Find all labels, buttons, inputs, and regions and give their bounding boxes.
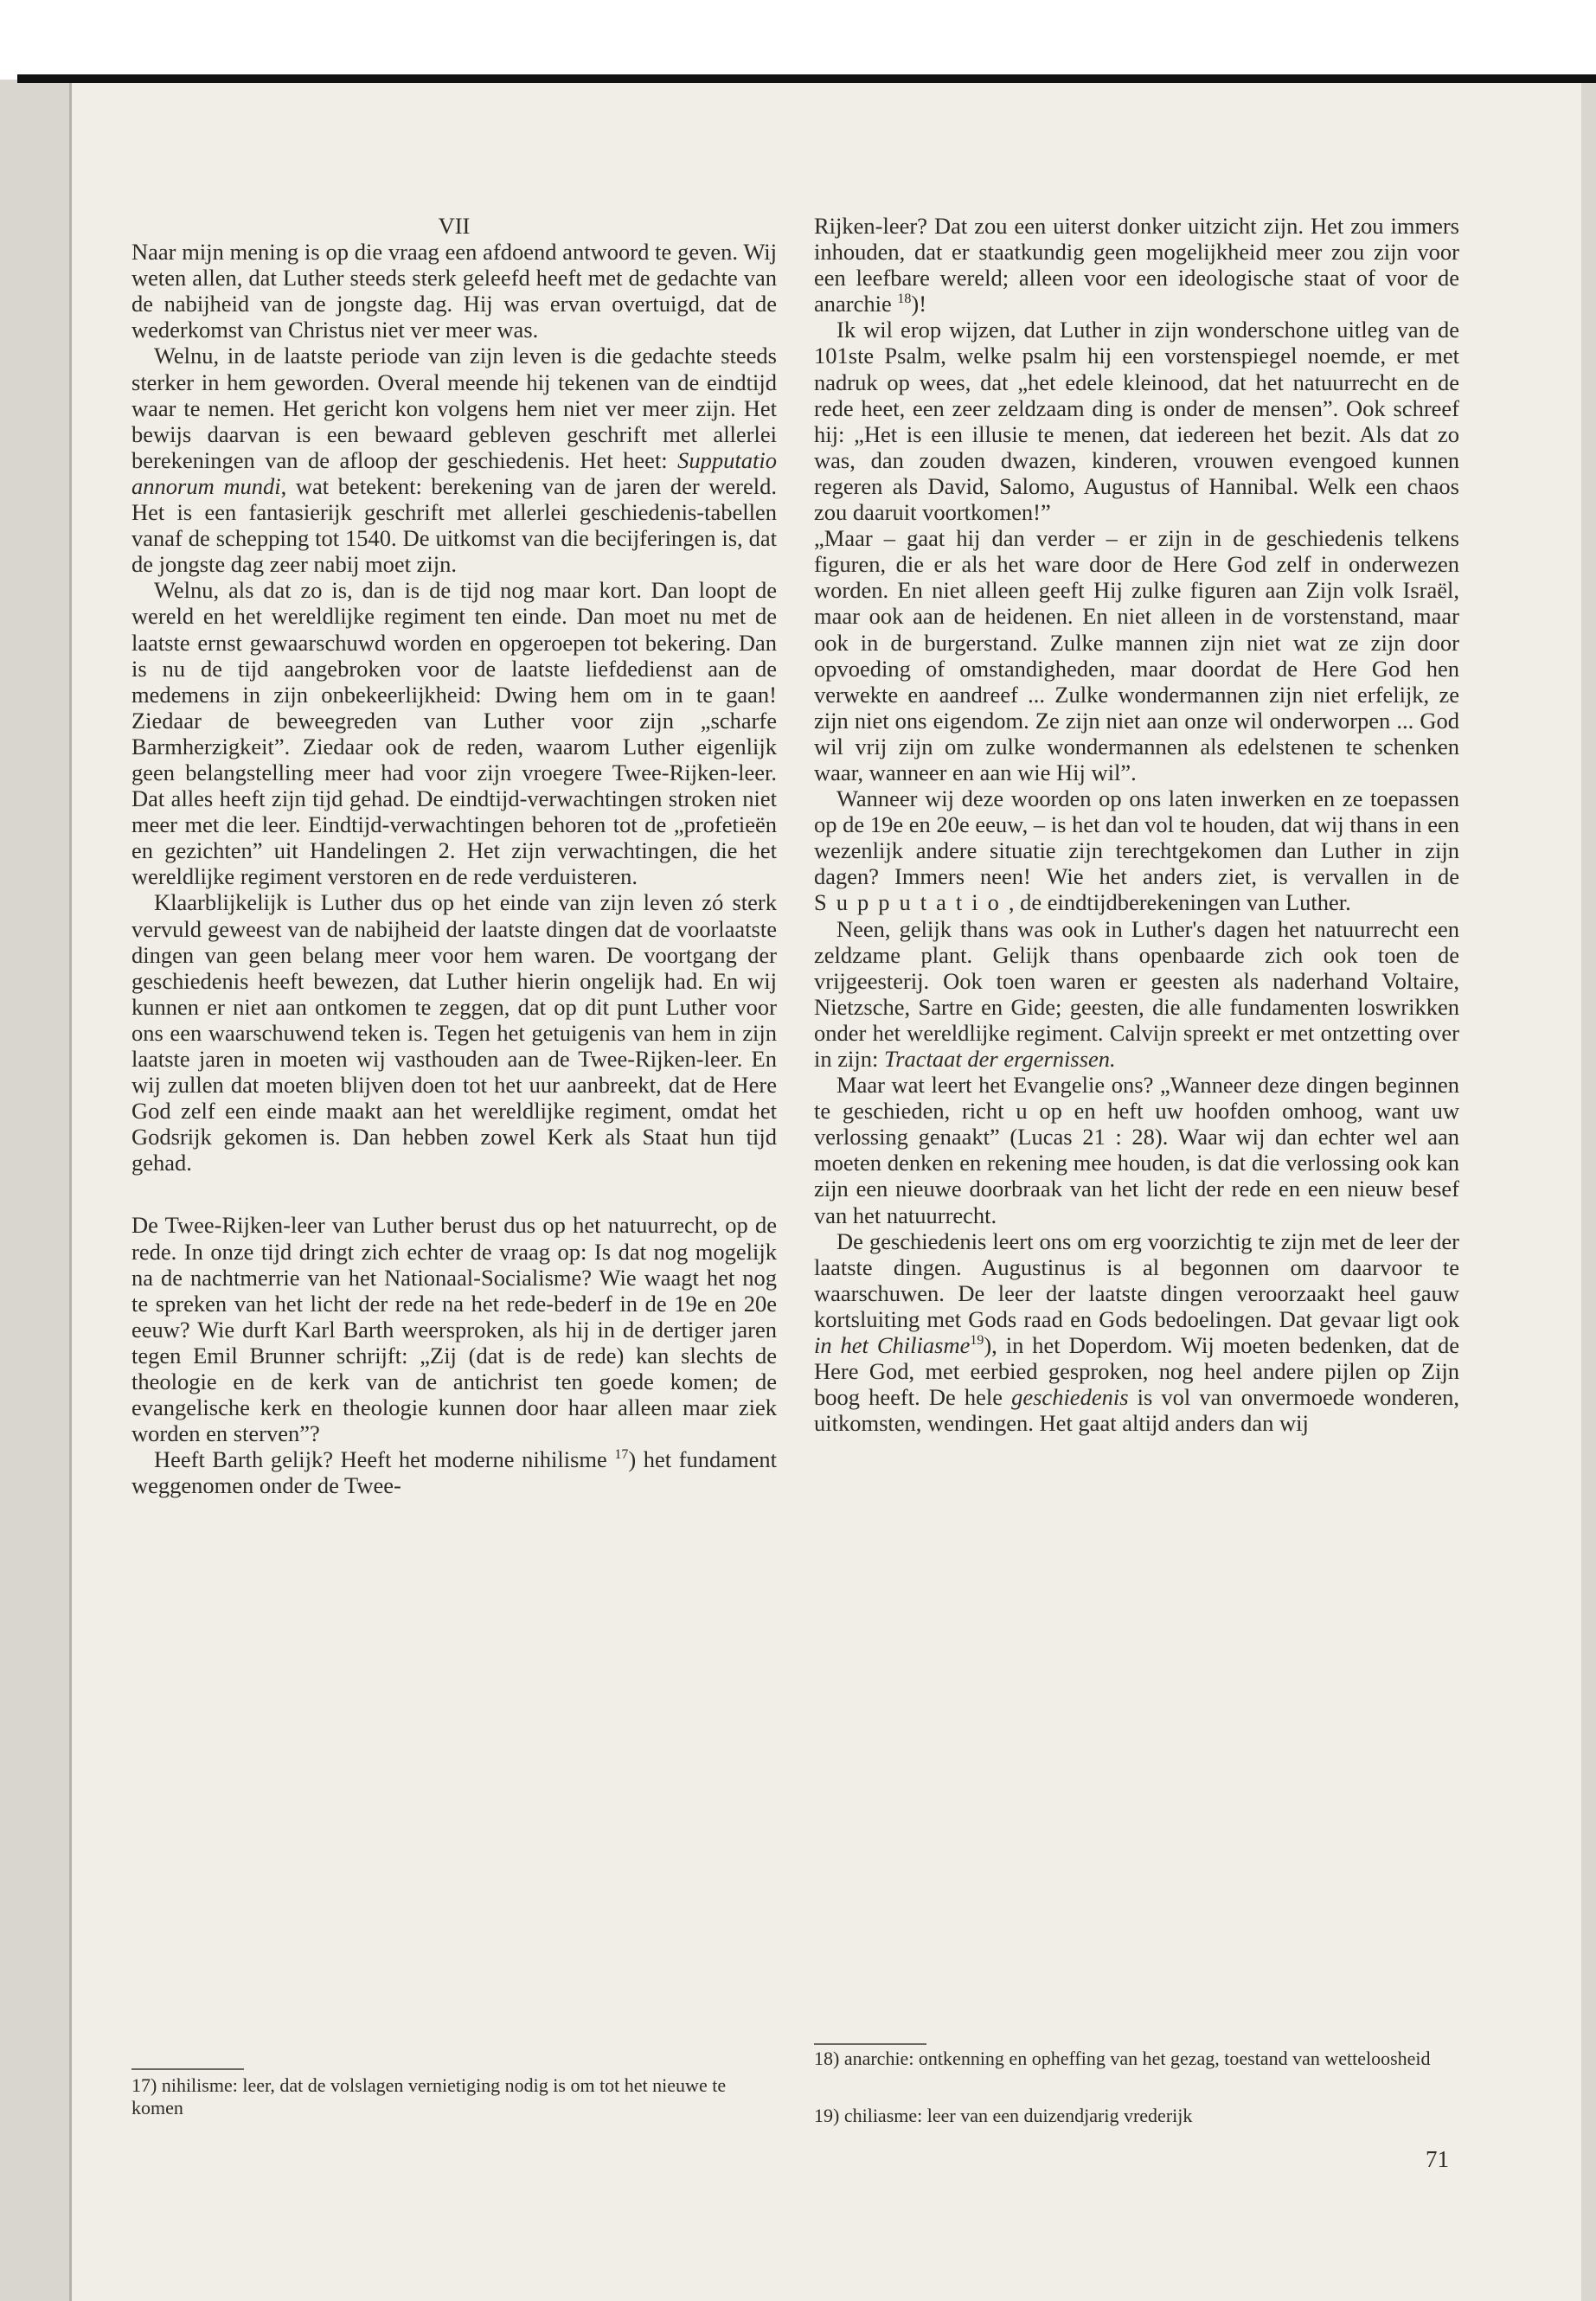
paragraph-text: De geschiedenis leert ons om erg voorzichtig te zijn met de leer der laatste dingen. Augustinus is al begonnen om daarvoor te waarschuwen. De leer der laatste dingen veroorzaakt heel gauw kortsluiting met Gods raad en Gods bedoelingen. Dat gevaar ligt ook bbox=[814, 1227, 1459, 1332]
footnote-ref: 17 bbox=[614, 1447, 629, 1463]
paragraph-text: )! bbox=[911, 291, 927, 317]
paragraph-text: Welnu, in de laatste periode van zijn leven is die gedachte steeds sterker in hem geworden. Overal meende hij tekenen van de eindtijd waar te nemen. Het gericht kon volgens hem niet ver meer zijn. Het bewijs daarvan is een bewaard gebleven geschrift met allerlei berekeningen van de afloop der geschiedenis. Het heet: bbox=[131, 343, 777, 473]
footnote-rule bbox=[814, 2043, 926, 2045]
book-top-edge bbox=[17, 74, 1596, 83]
footnote-18 bbox=[814, 2048, 1461, 2070]
spaced-title: Supputatio bbox=[814, 889, 1009, 916]
footnote-ref: 18 bbox=[897, 292, 912, 307]
paragraph-text: Rijken-leer? Dat zou een uiterst donker uitzicht zijn. Het zou immers inhouden, dat er staatkundig geen mogelijkheid meer zou zijn voor een leefbare wereld; alleen voor een ideologische staat of voor de anarchie bbox=[814, 213, 1459, 317]
paragraph: De Twee-Rijken-leer van Luther berust dus op het natuurrecht, op de rede. In onze tijd dringt zich echter de vraag op: Is dat nog mogelijk na de nachtmerrie van het Nationaal-Socialisme? Wie waagt het nog te spreken van het licht der rede na het rede-bederf in de 19e en 20e eeuw? Wie durft Karl Barth weersproken, als hij in de dertiger jaren tegen Emil Brunner schrijft: „Zij (dat is de rede) kan slechts de theologie en de kerk van de antichrist ten goede komen; de evangelische kerk en theologie kunnen door haar alleen maar ziek worden en sterven”? bbox=[131, 1212, 777, 1447]
footnote-ref: 19 bbox=[970, 1333, 984, 1349]
footnote-text: 17) nihilisme: leer, dat de volslagen vernietiging nodig is om tot het nieuwe te komen bbox=[131, 2074, 727, 2118]
book-title: Supputatio annorum mundi bbox=[131, 446, 777, 499]
footnote-19 bbox=[814, 2105, 1461, 2127]
right-column bbox=[814, 213, 1459, 1436]
paragraph bbox=[814, 916, 1459, 1073]
paragraph-text: is vol van onvermoede wonderen, uitkomsten, wendingen. Het gaat altijd anders dan wij bbox=[814, 1384, 1459, 1437]
paragraph: Klaarblijkelijk is Luther dus op het einde van zijn leven zó sterk vervuld geweest van de nabijheid der laatste dingen dat de voorlaatste dingen van geen belang meer voor hem waren. De voortgang der geschiedenis heeft bewezen, dat Luther hierin ongelijk had. En wij kunnen er niet aan ontkomen te zeggen, dat op dit punt Luther voor ons een waarschuwend teken is. Tegen het getuigenis van hem in zijn laatste jaren in moeten wij vasthouden aan de Twee-Rijken-leer. En wij zullen dat moeten blijven doen tot het uur aanbreekt, dat de Here God zelf een einde maakt aan het wereldlijke regiment, omdat het Godsrijk gekomen is. Dan hebben zowel Kerk als Staat hun tijd gehad. bbox=[131, 889, 777, 1176]
book-title: Tractaat der ergernissen. bbox=[883, 1046, 1116, 1072]
paragraph-text: ), in het Doperdom. Wij moeten bedenken, dat de Here God, met eerbied gesproken, nog heel andere pijlen op Zijn boog heeft. De hele bbox=[814, 1332, 1459, 1411]
paragraph: „Maar – gaat hij dan verder – er zijn in de geschiedenis telkens figuren, die er als het ware door de Here God zelf in onderwezen worden. En niet alleen geeft Hij zulke figuren aan Zijn volk Israël, maar ook aan de heidenen. En niet alleen in de vorstenstand, maar ook in de burgerstand. Zulke mannen zijn niet wat ze zijn door opvoeding of omstandigheden, maar doordat de Here God hen verwekte en aandreef ... Zulke wondermannen zijn niet erfelijk, ze zijn niet ons eigendom. Ze zijn niet aan onze wil onderworpen ... God wil vrij zijn om zulke wondermannen als edelstenen te schenken waar, wanneer en aan wie Hij wil”. bbox=[814, 525, 1459, 785]
scan-margin-top bbox=[0, 0, 1596, 80]
footnote-17 bbox=[131, 2074, 779, 2119]
paragraph bbox=[131, 1446, 777, 1498]
paragraph: Welnu, als dat zo is, dan is de tijd nog maar kort. Dan loopt de wereld en het wereldlijke regiment ten einde. Dan moet nu met de laatste ernst gewaarschuwd worden en opgeroepen tot bekering. Dan is nu de tijd aangebroken voor de laatste liefdedienst aan de medemens in zijn onbekeerlijkheid: Dwing hem om in te gaan! Ziedaar de beweegreden van Luther voor zijn „scharfe Barmherzigkeit”. Ziedaar ook de reden, waarom Luther eigenlijk geen belangstelling meer had voor zijn vroegere Twee-Rijken-leer. Dat alles heeft zijn tijd gehad. De eindtijd-verwachtingen stroken niet meer met die leer. Eindtijd-verwachtingen behoren tot de „profetieën en gezichten” uit Handelingen 2. Het zijn verwachtingen, die het wereldlijke regiment verstoren en de rede verduisteren. bbox=[131, 577, 777, 890]
paragraph-text: , de eindtijdberekeningen van Luther. bbox=[1008, 889, 1351, 916]
paragraph-text: Neen, gelijk thans was ook in Luther's dagen het natuurrecht een zeldzame plant. Gelijk thans openbaarde zich ook toen de vrijgeesterij. Ook toen waren er geesten als naderhand Voltaire, Nietzsche, Sartre en Gide; geesten, die alle fundamenten loswrikken onder het wereldlijke regiment. Calvijn spreekt er met ontzetting over in zijn: bbox=[814, 915, 1459, 1072]
footnote-text: 18) anarchie: ontkenning en opheffing van het gezag, toestand van wetteloosheid bbox=[814, 2048, 1431, 2069]
footnote-text: 19) chiliasme: leer van een duizendjarig vrederijk bbox=[814, 2105, 1193, 2126]
italic-term: geschiedenis bbox=[1011, 1384, 1129, 1411]
italic-term: in het Chiliasme bbox=[814, 1332, 971, 1359]
paragraph-text: Wanneer wij deze woorden op ons laten inwerken en ze toepassen op de 19e en 20e eeuw, – is het dan vol te houden, dat wij thans in een wezenlijk andere situatie zijn terechtgekomen dan Luther in zijn dagen? Immers neen! Wie het anders ziet, is vervallen in de bbox=[814, 785, 1459, 890]
left-column bbox=[131, 213, 777, 1499]
paragraph bbox=[814, 1228, 1459, 1437]
paragraph: Maar wat leert het Evangelie ons? „Wanneer deze dingen beginnen te geschieden, richt u op en heft uw hoofden omhoog, want uw verlossing genaakt” (Lucas 21 : 28). Waar wij dan echter wel aan moeten denken en rekening mee houden, is dat die verlossing ook kan zijn een nieuwe doorbraak van het licht der rede en een nieuw besef van het natuurrecht. bbox=[814, 1072, 1459, 1228]
page-number: 71 bbox=[1426, 2146, 1449, 2172]
footnote-rule bbox=[131, 2068, 244, 2070]
paragraph bbox=[814, 785, 1459, 915]
paragraph bbox=[131, 343, 777, 577]
paragraph bbox=[814, 213, 1459, 317]
paragraph: Ik wil erop wijzen, dat Luther in zijn wonderschone uitleg van de 101ste Psalm, welke psalm hij een vorstenspiegel noemde, er met nadruk op wees, dat „het edele kleinood, dat het natuurrecht en de rede heet, een zeer zeldzaam ding is onder de mensen”. Ook schreef hij: „Het is een illusie te menen, dat iedereen het bezit. Als dat zo was, dan zouden dwazen, kinderen, vrouwen evengoed kunnen regeren als David, Salomo, Augustus of Hannibal. Welk een chaos zou daaruit voortkomen!” bbox=[814, 317, 1459, 526]
paragraph-text: Heeft Barth gelijk? Heeft het moderne nihilisme bbox=[154, 1446, 615, 1473]
section-gap bbox=[131, 1176, 777, 1212]
paragraph-text: , wat betekent: berekening van de jaren der wereld. Het is een fantasierijk geschrift met allerlei geschiedenis-tabellen vanaf de schepping tot 1540. De uitkomst van die becijferingen is, dat de jongste dag zeer nabij moet zijn. bbox=[131, 472, 778, 578]
paragraph-text: ) het fundament weggenomen onder de Twee- bbox=[131, 1446, 777, 1499]
paragraph: Naar mijn mening is op die vraag een afdoend antwoord te geven. Wij weten allen, dat Luther steeds sterk geleefd heeft met de gedachte van de nabijheid van de jongste dag. Hij was ervan overtuigd, dat de wederkomst van Christus niet ver meer was. bbox=[131, 239, 777, 343]
section-heading: VII bbox=[438, 213, 471, 239]
